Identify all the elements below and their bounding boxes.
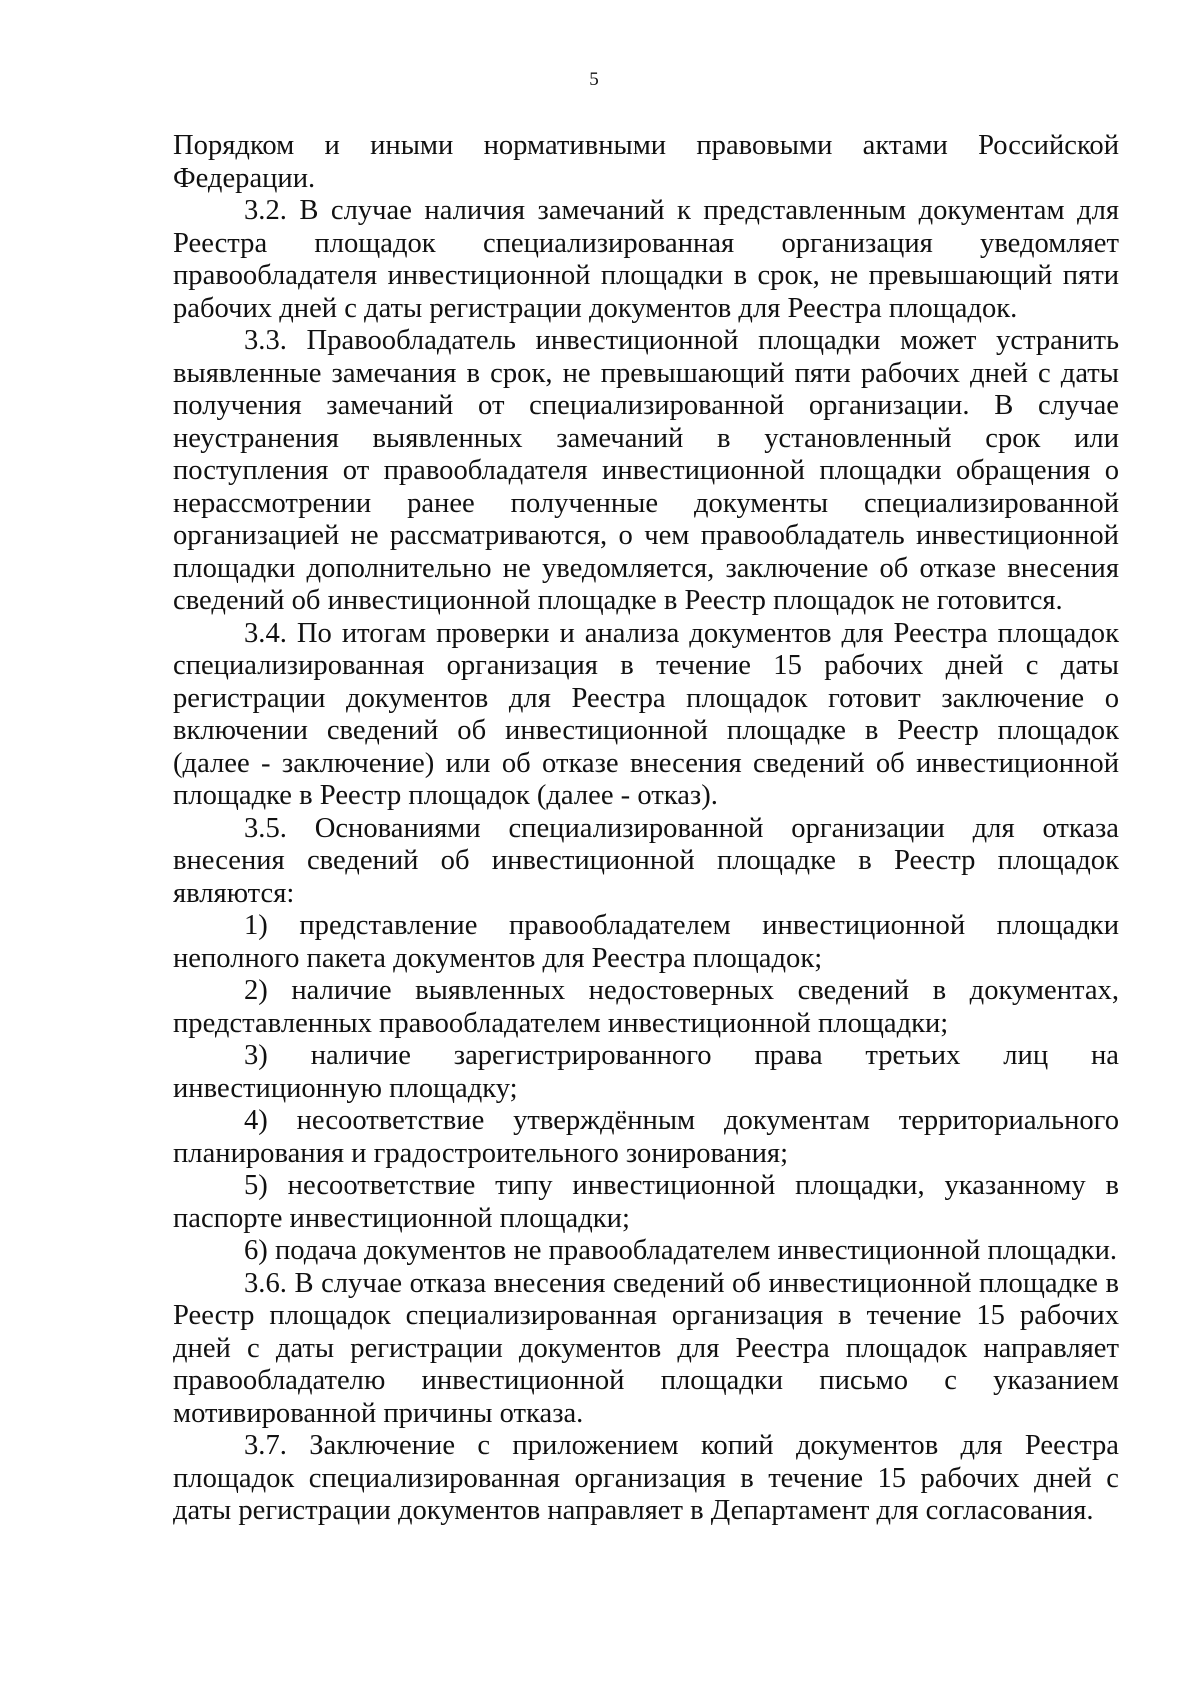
paragraph-3-2: 3.2. В случае наличия замечаний к представленным документам для Реестра площадок специализированная организация уведомляет правообладателя инвестиционной площадки в срок, не превышающий пяти рабочих дней с даты регистрации документов для Реестра площадок.: [173, 195, 1119, 324]
list-item-2: 2) наличие выявленных недостоверных сведений в документах, представленных правообладателем инвестиционной площадки;: [173, 975, 1119, 1039]
list-item-5: 5) несоответствие типу инвестиционной площадки, указанному в паспорте инвестиционной площадки;: [173, 1170, 1119, 1234]
list-item-4: 4) несоответствие утверждённым документам территориального планирования и градостроительного зонирования;: [173, 1105, 1119, 1169]
paragraph-3-6: 3.6. В случае отказа внесения сведений об инвестиционной площадке в Реестр площадок специализированная организация в течение 15 рабочих дней с даты регистрации документов для Реестра площадок направляет правообладателю инвестиционной площадки письмо с указанием мотивированной причины отказа.: [173, 1267, 1119, 1429]
document-body: [173, 130, 1119, 1528]
paragraph-3-5: 3.5. Основаниями специализированной организации для отказа внесения сведений об инвестиционной площадке в Реестр площадок являются:: [173, 812, 1119, 909]
list-item-6: 6) подача документов не правообладателем инвестиционной площадки.: [244, 1235, 1118, 1266]
page-number: 5: [589, 69, 599, 90]
paragraph-3-3: 3.3. Правообладатель инвестиционной площадки может устранить выявленные замечания в срок, не превышающий пяти рабочих дней с даты получения замечаний от специализированной организации. В случае неустранения выявленных замечаний в установленный срок или поступления от правообладателя инвестиционной площадки обращения о нерассмотрении ранее полученные документы специализированной организацией не рассматриваются, о чем правообладатель инвестиционной площадки дополнительно не уведомляется, заключение об отказе внесения сведений об инвестиционной площадке в Реестр площадок не готовится.: [173, 325, 1119, 616]
paragraph-continuation: Порядком и иными нормативными правовыми актами Российской Федерации.: [173, 130, 1119, 194]
paragraph-3-7: 3.7. Заключение с приложением копий документов для Реестра площадок специализированная организация в течение 15 рабочих дней с даты регистрации документов направляет в Департамент для согласования.: [173, 1430, 1119, 1526]
list-item-1: 1) представление правообладателем инвестиционной площадки неполного пакета документов для Реестра площадок;: [173, 910, 1119, 974]
paragraph-3-4: 3.4. По итогам проверки и анализа документов для Реестра площадок специализированная организация в течение 15 рабочих дней с даты регистрации документов для Реестра площадок готовит заключение о включении сведений об инвестиционной площадке в Реестр площадок (далее - заключение) или об отказе внесения сведений об инвестиционной площадке в Реестр площадок (далее - отказ).: [173, 617, 1119, 811]
list-item-3: 3) наличие зарегистрированного права третьих лиц на инвестиционную площадку;: [173, 1040, 1119, 1104]
